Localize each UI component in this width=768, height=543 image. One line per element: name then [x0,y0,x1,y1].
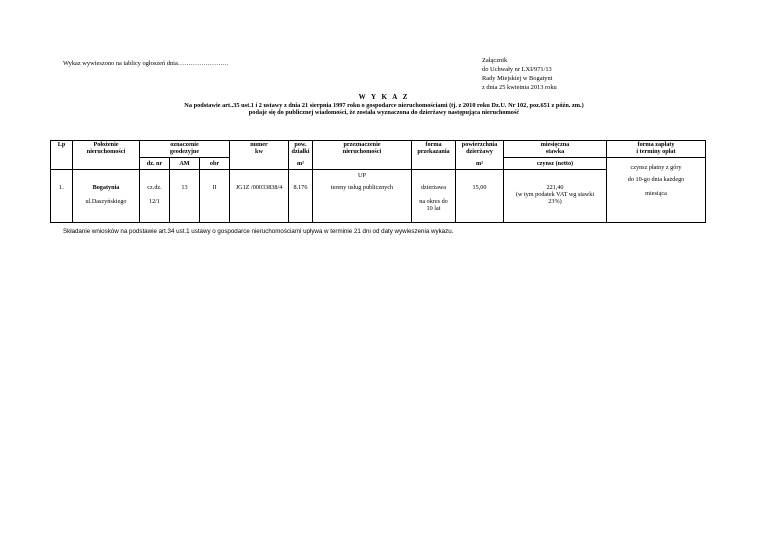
posting-notice: Wykaz wywieszono na tablicy ogłoszeń dnia…………………… [63,60,229,67]
header-kw: numer kw [230,141,289,170]
attachment-block [482,56,557,92]
header-payment: forma zapłaty i terminy opłat [607,141,706,158]
header-lease-area: powierzchnia dzierżawy [456,141,504,158]
legal-basis-line: Na podstawie art..35 ust.1 i 2 ustawy z dnia 21 sierpnia 1997 roku o gospodarce nieruchomościami (tj. z 2010 roku Dz.U. Nr 102, poz.651 z późn. zm.) [184,102,584,109]
row-purpose: UP tereny usług publicznych [313,170,412,223]
header-area: pow. działki [289,141,313,158]
subheader-rent: czynsz (netto) [504,158,607,170]
header-location: Położenie nieruchomości [73,141,140,170]
attachment-line: Załącznik [482,57,508,64]
attachment-line: do Uchwały nr LXI/971/13 [482,66,552,73]
row-rate: 221,40 (w tym podatek VAT wg stawki 23%) [504,170,607,223]
attachment-line: z dnia 25 kwietnia 2013 roku [482,84,557,91]
header-rate: miesięczna stawka [504,141,607,158]
legal-basis-line: podaje się do publicznej wiadomości, że została wyznaczona do dzierżawy następująca nieruchomość [248,109,520,116]
subheader-am: AM [170,158,200,170]
row-form: dzierżawa na okres do 10 lat [412,170,456,223]
row-location: Bogatynia ul.Daszyńskiego [73,170,140,223]
property-table [50,140,706,223]
row-lp: 1. [51,170,73,223]
footer-note: Składanie wniosków na podstawie art.34 ust.1 ustawy o gospodarce nieruchomościami upływa w terminie 21 dni od daty wywieszenia wykazu. [63,228,454,235]
header-form: forma przekazania [412,141,456,158]
subheader-form-empty [412,158,456,170]
header-lp: Lp [51,141,73,170]
header-purpose: przeznaczenie nieruchomości [313,141,412,170]
row-dz: cz.dz. 12/1 [140,170,170,223]
subheader-area-unit: m² [289,158,313,170]
row-lease-area: 15,00 [456,170,504,223]
subheader-lease-unit: m² [456,158,504,170]
row-area: 8.176 [289,170,313,223]
subheader-obr: obr [200,158,230,170]
attachment-line: Rady Miejskiej w Bogatyni [482,75,553,82]
header-geodetic: oznaczenie geodezyjne [140,141,230,158]
subheader-dz-nr: dz. nr [140,158,170,170]
legal-basis [0,102,768,116]
row-payment: czynsz płatny z góry do 10-go dnia każdego miesiąca [607,170,706,223]
row-kw: JG1Z /00033838/4 [230,170,289,223]
document-title: W Y K A Z [358,93,410,101]
row-am: 13 [170,170,200,223]
row-obr: II [200,170,230,223]
